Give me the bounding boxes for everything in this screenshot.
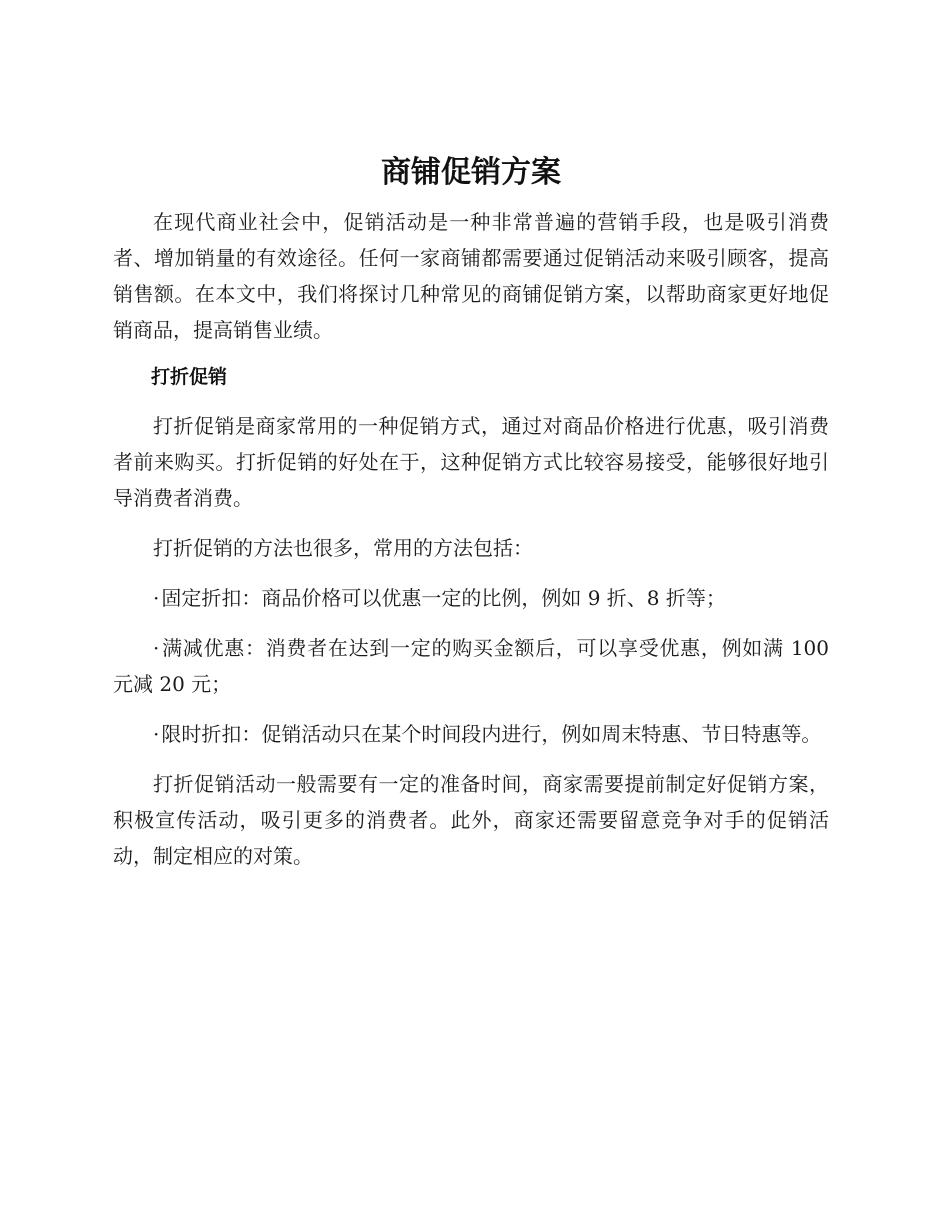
bullet-mark: · (153, 722, 160, 746)
intro-paragraph: 在现代商业社会中，促销活动是一种非常普遍的营销手段，也是吸引消费者、增加销量的有效途径。任何一家商铺都需要通过促销活动来吸引顾客，提高销售额。在本文中，我们将探讨几种常见的商铺促销方案，以帮助商家更好地促销商品，提高销售业绩。 (113, 210, 829, 342)
list-item-fixed-discount (113, 580, 829, 616)
list-item-text: 满减优惠：消费者在达到一定的购买金额后，可以享受优惠，例如满 100 元减 20 元； (113, 636, 829, 696)
list-item-text: 固定折扣：商品价格可以优惠一定的比例，例如 9 折、8 折等； (161, 586, 726, 610)
bullet-mark: · (153, 586, 160, 610)
bullet-mark: · (153, 636, 160, 660)
discount-methods-intro-paragraph: 打折促销的方法也很多，常用的方法包括： (153, 536, 533, 560)
list-item-text: 限时折扣：促销活动只在某个时间段内进行，例如周末特惠、节日特惠等。 (161, 722, 822, 746)
section-heading-discount: 打折促销 (151, 366, 228, 388)
discount-description-paragraph: 打折促销是商家常用的一种促销方式，通过对商品价格进行优惠，吸引消费者前来购买。打折促销的好处在于，这种促销方式比较容易接受，能够很好地引导消费者消费。 (113, 414, 829, 510)
list-item-limited-time-discount (113, 716, 829, 752)
document-title: 商铺促销方案 (381, 155, 561, 190)
list-item-spend-threshold-discount (113, 630, 829, 702)
discount-preparation-paragraph: 打折促销活动一般需要有一定的准备时间，商家需要提前制定好促销方案，积极宣传活动，吸引更多的消费者。此外，商家还需要留意竞争对手的促销活动，制定相应的对策。 (113, 772, 829, 868)
document-body (113, 148, 829, 888)
